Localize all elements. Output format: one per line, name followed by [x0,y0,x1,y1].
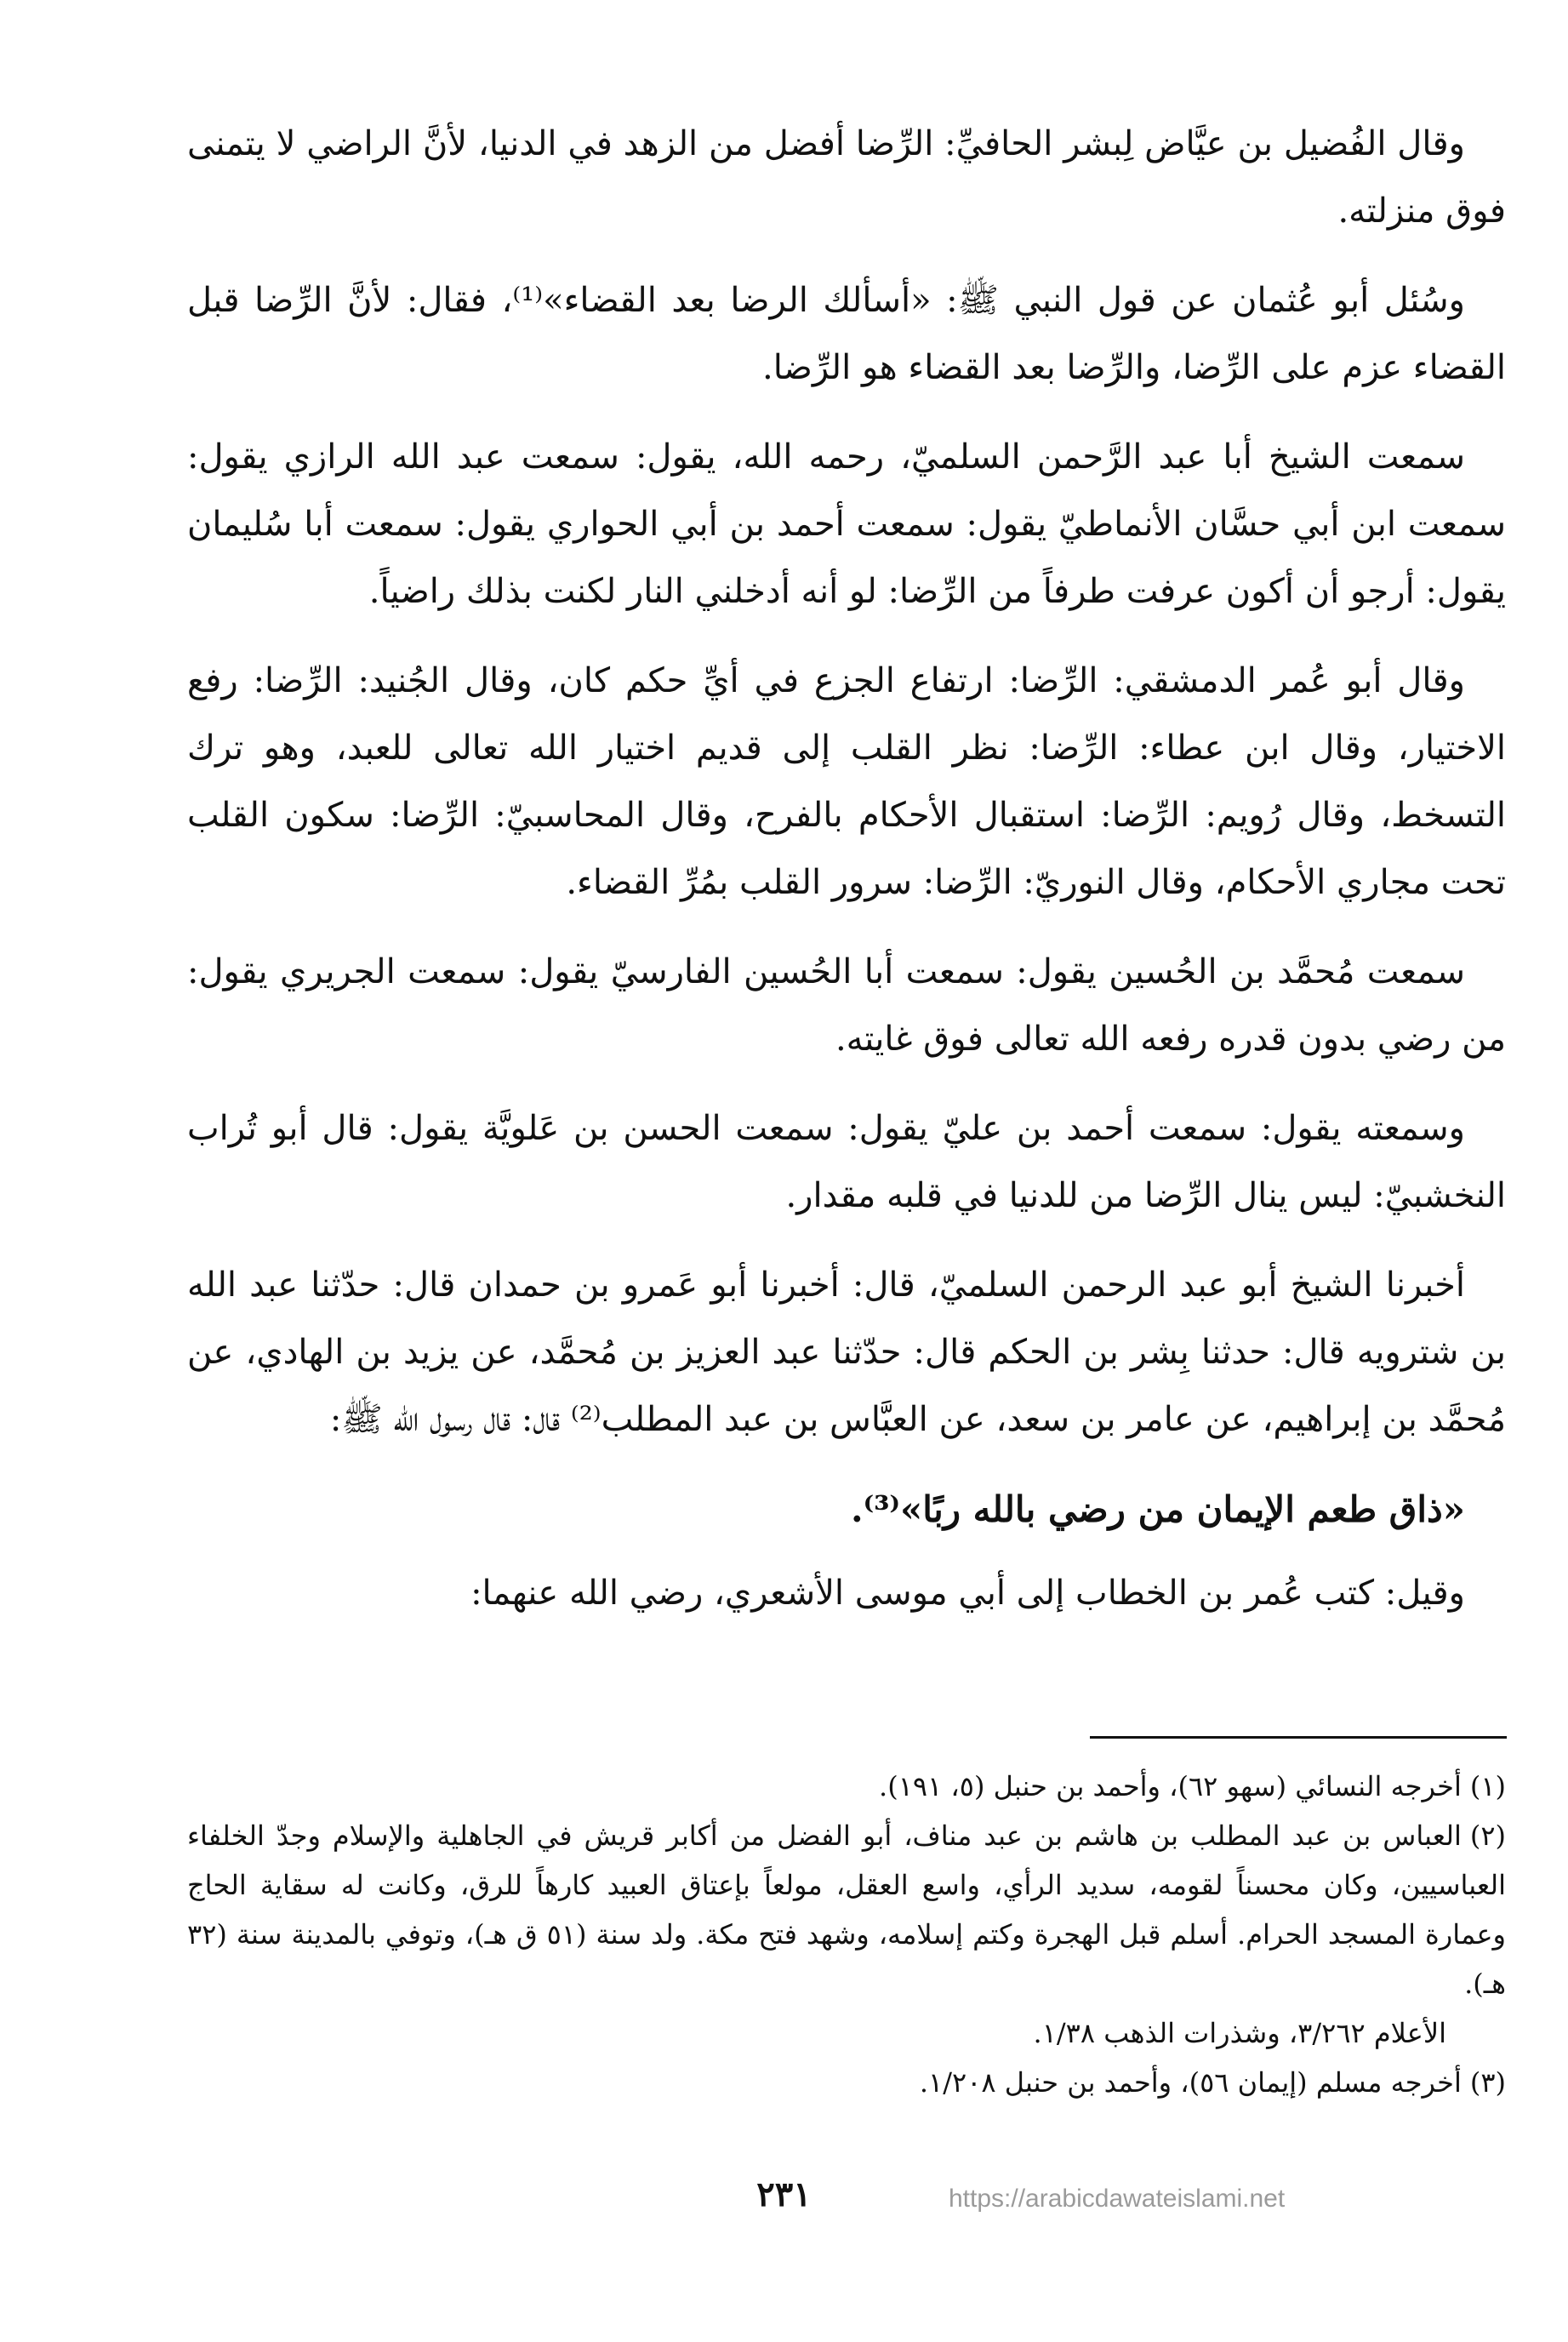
footnote-number: (٢) [1469,1819,1507,1852]
paragraph-jariri: سمعت مُحمَّد بن الحُسين يقول: سمعت أبا الحُسين الفارسيّ يقول: سمعت الجريري يقول: من رضي بدون قدره رفعه الله تعالى فوق غايته. [187,952,1506,1059]
footnote-1 [187,1762,1506,1811]
footnote-3 [187,2058,1506,2107]
footnote-number: (١) [1469,1770,1506,1802]
footnote-text: العباس بن عبد المطلب بن هاشم بن عبد مناف، أبو الفضل من أكابر قريش في الجاهلية والإسلام وجدّ الخلفاء العباسيين، وكان محسناً لقومه، سديد الرأي، واسع العقل، مولعاً بإعتاق العبيد كارهاً للرق، وكانت له سقاية الحاج وعمارة المسجد الحرام. أسلم قبل الهجرة وكتم إسلامه، وشهد فتح مكة. ولد سنة (٥١ ق هـ)، وتوفي بالمدينة سنة (٣٢ هـ). [187,1819,1506,2000]
hadith-quote: «ذاق طعم الإيمان من رضي بالله ربًا»⁽³⁾. [850,1488,1465,1530]
paragraph-abu-sulayman: سمعت الشيخ أبا عبد الرَّحمن السلميّ، رحمه الله، يقول: سمعت عبد الله الرازي يقول: سمعت ابن أبي حسَّان الأنماطيّ يقول: سمعت أحمد بن أبي الحواري يقول: سمعت أبا سُليمان يقول: أرجو أن أكون عرفت طرفاً من الرِّضا: لو أنه أدخلني النار لكنت بذلك راضياً. [187,437,1506,611]
footnote-2-reference: الأعلام ٣/٢٦٢، وشذرات الذهب ١/٣٨. [1033,2017,1446,2049]
footnote-text: أخرجه النسائي (سهو ٦٢)، وأحمد بن حنبل (٥، ١٩١). [879,1770,1462,1802]
footnote-divider [1090,1736,1507,1739]
paragraph-definitions: وقال أبو عُمر الدمشقي: الرِّضا: ارتفاع الجزع في أيِّ حكم كان، وقال الجُنيد: الرِّضا: رفع الاختيار، وقال ابن عطاء: الرِّضا: نظر القلب إلى قديم اختيار الله تعالى للعبد، وهو ترك التسخط، وقال رُويم: الرِّضا: استقبال الأحكام بالفرح، وقال المحاسبيّ: الرِّضا: سكون القلب تحت مجاري الأحكام، وقال النوريّ: الرِّضا: سرور القلب بمُرِّ القضاء. [187,661,1506,902]
footnote-2 [187,1811,1506,2008]
footnote-text: أخرجه مسلم (إيمان ٥٦)، وأحمد بن حنبل ١/٢٠٨. [919,2066,1462,2099]
watermark-url: https://arabicdawateislami.net [949,2185,1286,2213]
footnote-number: (٣) [1469,2066,1506,2099]
paragraph-abu-turab: وسمعته يقول: سمعت أحمد بن عليّ يقول: سمعت الحسن بن عَلويَّة يقول: قال أبو تُراب النخشبيّ: ليس ينال الرِّضا من للدنيا في قلبه مقدار. [187,1109,1506,1215]
paragraph-fudayl: وقال الفُضيل بن عيَّاض لِبشر الحافيِّ: الرِّضا أفضل من الزهد في الدنيا، لأنَّ الراضي لا يتمنى فوق منزلته. [187,124,1506,231]
paragraph-isnad: أخبرنا الشيخ أبو عبد الرحمن السلميّ، قال: أخبرنا أبو عَمرو بن حمدان قال: حدّثنا عبد الله بن شترويه قال: حدثنا بِشر بن الحكم قال: حدّثنا عبد العزيز بن مُحمَّد، عن يزيد بن الهادي، عن مُحمَّد بن إبراهيم، عن عامر بن سعد، عن العبَّاس بن عبد المطلب⁽²⁾ قال: قال رسول الله ﷺ: [187,1265,1506,1439]
main-text [187,111,1506,1649]
paragraph-abu-uthman: وسُئل أبو عُثمان عن قول النبي ﷺ: «أسألك الرضا بعد القضاء»⁽¹⁾، فقال: لأنَّ الرِّضا قبل القضاء عزم على الرِّضا، والرِّضا بعد القضاء هو الرِّضا. [187,281,1506,387]
footnotes [187,1762,1506,2107]
page-number: ٢٣١ [756,2174,812,2214]
paragraph-closing: وقيل: كتب عُمر بن الخطاب إلى أبي موسى الأشعري، رضي الله عنهما: [470,1574,1465,1613]
